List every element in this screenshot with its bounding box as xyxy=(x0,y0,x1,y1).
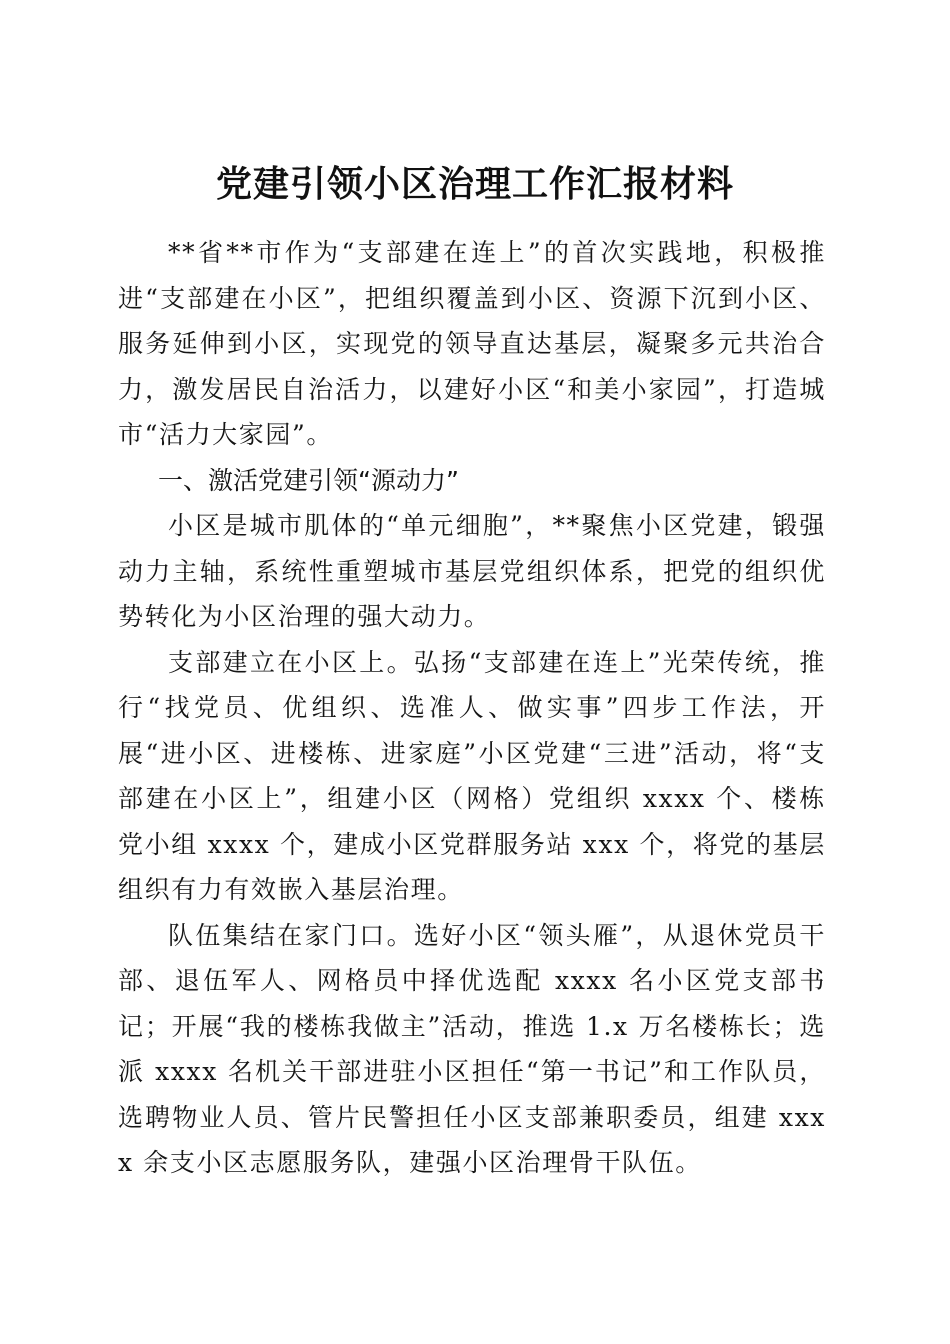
section-paragraph-3: 队伍集结在家门口。选好小区“领头雁”，从退休党员干部、退伍军人、网格员中择优选配 xxxx 名小区党支部书记；开展“我的楼栋我做主”活动，推选 1.x 万名楼栋长；选派 xxxx 名机关干部进驻小区担任“第一书记”和工作队员，选聘物业人员、管片民警担任小区支部兼职委员，组建 xxxx 余支小区志愿服务队，建强小区治理骨干队伍。 xyxy=(118,920,826,1177)
document-body xyxy=(118,230,826,1186)
intro-paragraph: **省**市作为“支部建在连上”的首次实践地，积极推进“支部建在小区”，把组织覆盖到小区、资源下沉到小区、服务延伸到小区，实现党的领导直达基层，凝聚多元共治合力，激发居民自治活力，以建好小区“和美小家园”，打造城市“活力大家园”。 xyxy=(118,238,826,449)
document-title: 党建引领小区治理工作汇报材料 xyxy=(215,163,734,206)
section-paragraph-1: 小区是城市肌体的“单元细胞”，**聚焦小区党建，锻强动力主轴，系统性重塑城市基层党组织体系，把党的组织优势转化为小区治理的强大动力。 xyxy=(118,511,826,631)
section-heading: 一、激活党建引领“源动力” xyxy=(158,465,459,495)
section-paragraph-2: 支部建立在小区上。弘扬“支部建在连上”光荣传统，推行“找党员、优组织、选准人、做实事”四步工作法，开展“进小区、进楼栋、进家庭”小区党建“三进”活动，将“支部建在小区上”，组建小区（网格）党组织 xxxx 个、楼栋党小组 xxxx 个，建成小区党群服务站 xxx 个，将党的基层组织有力有效嵌入基层治理。 xyxy=(118,647,826,904)
